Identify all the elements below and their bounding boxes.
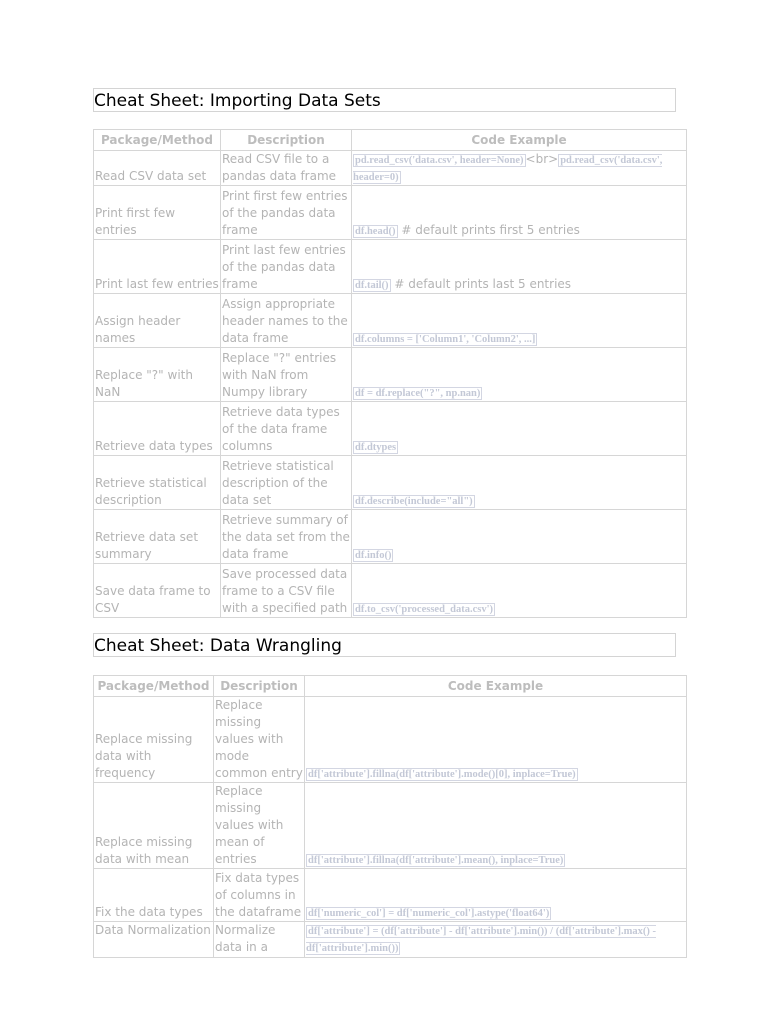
method-cell: Print first few entries [94, 186, 221, 240]
code-snippet: df = df.replace("?", np.nan) [355, 388, 481, 399]
description-cell: Fix data types of columns in the dataframe [214, 869, 305, 922]
description-cell: Print last few entries of the pandas data frame [221, 240, 352, 294]
table-row [94, 510, 687, 564]
method-cell: Retrieve statistical description [94, 456, 221, 510]
code-snippet: pd.read_csv('data.csv', header=0) [353, 155, 663, 183]
method-cell: Data Normalization [94, 922, 214, 958]
code-cell [352, 402, 687, 456]
code-snippet: df['attribute'].fillna(df['attribute'].mean(), inplace=True) [308, 855, 564, 866]
column-header: Package/Method [94, 676, 214, 697]
code-cell [305, 783, 687, 869]
description-cell: Print first few entries of the pandas data frame [221, 186, 352, 240]
code-snippet: df.to_csv('processed_data.csv') [355, 604, 494, 615]
column-header: Code Example [305, 676, 687, 697]
table-row [94, 294, 687, 348]
code-cell [352, 151, 687, 186]
code-snippet: df['attribute'].fillna(df['attribute'].mode()[0], inplace=True) [308, 769, 576, 780]
description-cell: Retrieve summary of the data set from the data frame [221, 510, 352, 564]
code-cell [352, 510, 687, 564]
code-cell [352, 240, 687, 294]
wrangling-table [93, 675, 687, 958]
description-cell: Replace missing values with mode common entry [214, 697, 305, 783]
method-cell: Print last few entries [94, 240, 221, 294]
description-cell: Replace "?" entries with NaN from Numpy library [221, 348, 352, 402]
table-header-row [94, 130, 687, 151]
column-header: Description [221, 130, 352, 151]
code-snippet: df.info() [355, 550, 392, 561]
table-row [94, 456, 687, 510]
table-row [94, 151, 687, 186]
description-cell: Retrieve statistical description of the data set [221, 456, 352, 510]
table-row [94, 697, 687, 783]
method-cell: Retrieve data set summary [94, 510, 221, 564]
code-cell [305, 869, 687, 922]
code-cell [305, 697, 687, 783]
code-snippet: df['numeric_col'] = df['numeric_col'].astype('float64') [308, 908, 550, 919]
table-row [94, 922, 687, 958]
method-cell: Read CSV data set [94, 151, 221, 186]
code-snippet: df.dtypes [355, 442, 397, 453]
table-row [94, 240, 687, 294]
method-cell: Replace missing data with frequency [94, 697, 214, 783]
code-cell [305, 922, 687, 958]
section-title-wrangling: Cheat Sheet: Data Wrangling [93, 633, 676, 657]
code-snippet: df.head() [355, 226, 396, 237]
code-snippet: pd.read_csv('data.csv', header=None) [355, 155, 524, 166]
importing-table [93, 129, 687, 618]
description-cell: Replace missing values with mean of entries [214, 783, 305, 869]
table-row [94, 348, 687, 402]
code-cell [352, 186, 687, 240]
section-title-importing: Cheat Sheet: Importing Data Sets [93, 88, 676, 112]
table-header-row [94, 676, 687, 697]
code-snippet: df['attribute'] = (df['attribute'] - df['attribute'].min()) / (df['attribute'].max() - df['attribute'].min()) [306, 926, 657, 954]
method-cell: Retrieve data types [94, 402, 221, 456]
code-comment: # default prints first 5 entries [397, 223, 580, 237]
code-snippet: df.tail() [355, 280, 389, 291]
code-cell [352, 564, 687, 618]
column-header: Description [214, 676, 305, 697]
method-cell: Save data frame to CSV [94, 564, 221, 618]
method-cell: Assign header names [94, 294, 221, 348]
description-cell: Normalize data in a [214, 922, 305, 958]
code-cell [352, 294, 687, 348]
column-header: Code Example [352, 130, 687, 151]
code-snippet: df.columns = ['Column1', 'Column2', ...] [355, 334, 536, 345]
code-cell [352, 456, 687, 510]
table-row [94, 783, 687, 869]
method-cell: Replace missing data with mean [94, 783, 214, 869]
table-row [94, 186, 687, 240]
method-cell: Fix the data types [94, 869, 214, 922]
table-row [94, 869, 687, 922]
code-snippet: df.describe(include="all") [355, 496, 473, 507]
method-cell: Replace "?" with NaN [94, 348, 221, 402]
table-row [94, 402, 687, 456]
column-header: Package/Method [94, 130, 221, 151]
description-cell: Assign appropriate header names to the data frame [221, 294, 352, 348]
description-cell: Save processed data frame to a CSV file with a specified path [221, 564, 352, 618]
description-cell: Retrieve data types of the data frame columns [221, 402, 352, 456]
description-cell: Read CSV file to a pandas data frame [221, 151, 352, 186]
table-row [94, 564, 687, 618]
code-comment: # default prints last 5 entries [390, 277, 572, 291]
code-cell [352, 348, 687, 402]
code-separator: <br> [525, 152, 559, 166]
